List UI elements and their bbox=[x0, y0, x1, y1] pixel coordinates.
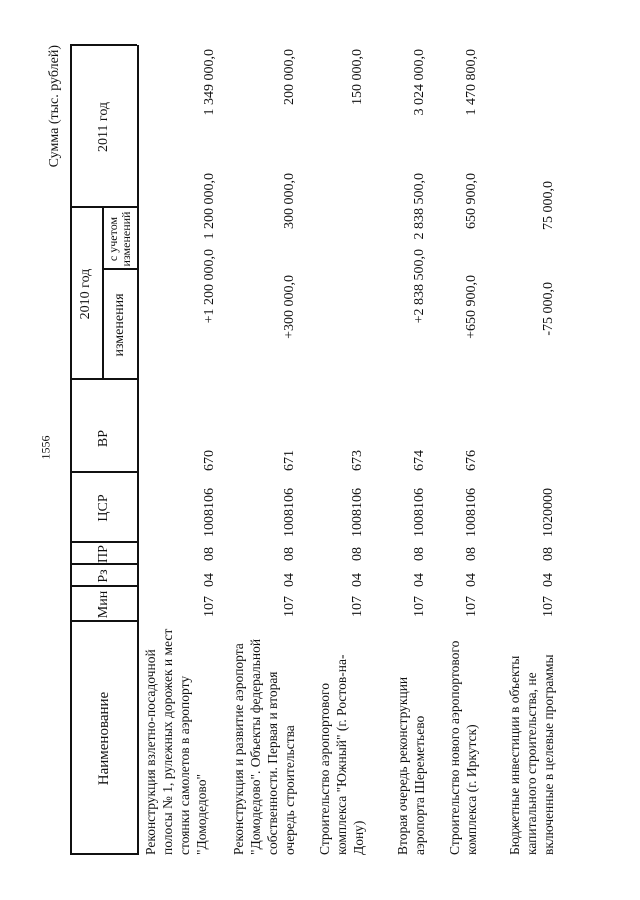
row-csr: 1020000 bbox=[541, 488, 556, 537]
row-2011: 150 000,0 bbox=[350, 49, 365, 105]
row-2011: 1 349 000,0 bbox=[202, 49, 217, 116]
units-caption: Сумма (тыс. рублей) bbox=[47, 45, 62, 168]
row-name: Строительство нового аэропортового комплекса (г. Иркутск) bbox=[447, 640, 479, 855]
row-min: 107 bbox=[282, 596, 297, 617]
row-with-changes: 75 000,0 bbox=[541, 181, 556, 230]
row-vr: 674 bbox=[412, 450, 427, 471]
row-csr: 1008106 bbox=[412, 488, 427, 537]
header-vr: ВР bbox=[95, 430, 111, 448]
row-with-changes: 1 200 000,0 bbox=[202, 173, 217, 240]
row-rz: 04 bbox=[541, 573, 556, 587]
header-with-changes: с учетом изменений bbox=[105, 211, 133, 267]
row-min: 107 bbox=[412, 596, 427, 617]
row-vr: 670 bbox=[202, 450, 217, 471]
header-csr: ЦСР bbox=[95, 494, 111, 522]
row-rz: 04 bbox=[412, 573, 427, 587]
row-name: Вторая очередь реконструкции аэропорта Шереметьево bbox=[395, 676, 427, 855]
row-changes: +1 200 000,0 bbox=[202, 249, 217, 324]
row-with-changes: 2 838 500,0 bbox=[412, 173, 427, 240]
header-min: Мин bbox=[95, 590, 111, 619]
header-bottom-line bbox=[137, 45, 139, 855]
row-changes: +650 900,0 bbox=[464, 275, 479, 339]
row-pr: 08 bbox=[464, 547, 479, 561]
row-2011: 1 470 800,0 bbox=[464, 49, 479, 116]
rotated-table bbox=[47, 45, 590, 855]
row-name: Реконструкция взлетно-посадочной полосы № 1, рулежных дорожек и мест стоянки самолетов в аэропорту "Домодедово" bbox=[143, 628, 209, 855]
row-csr: 1008106 bbox=[464, 488, 479, 537]
row-pr: 08 bbox=[541, 547, 556, 561]
row-name: Реконструкция и развитие аэропорта "Домодедово". Объекты федеральной собственности. Первая и вторая очередь строительства bbox=[231, 638, 297, 855]
header-2010: 2010 год bbox=[78, 268, 93, 320]
row-rz: 04 bbox=[202, 573, 217, 587]
row-vr: 671 bbox=[282, 450, 297, 471]
header-name: Наименование bbox=[95, 691, 112, 786]
row-changes: -75 000,0 bbox=[541, 282, 556, 336]
row-with-changes: 300 000,0 bbox=[282, 173, 297, 229]
row-csr: 1008106 bbox=[350, 488, 365, 537]
row-csr: 1008106 bbox=[282, 488, 297, 537]
row-min: 107 bbox=[350, 596, 365, 617]
row-min: 107 bbox=[202, 596, 217, 617]
row-csr: 1008106 bbox=[202, 488, 217, 537]
row-name: Строительство аэропортового комплекса "Южный" (г. Ростов-на-Дону) bbox=[317, 654, 366, 855]
row-name: Бюджетные инвестиции в объекты капитального строительства, не включенные в целевые программы bbox=[507, 654, 556, 855]
row-pr: 08 bbox=[412, 547, 427, 561]
row-changes: +300 000,0 bbox=[282, 275, 297, 339]
row-vr: 676 bbox=[464, 450, 479, 471]
header-2011: 2011 год bbox=[95, 101, 111, 153]
row-pr: 08 bbox=[282, 547, 297, 561]
header-changes: изменения bbox=[111, 293, 127, 357]
row-min: 107 bbox=[464, 596, 479, 617]
row-with-changes: 650 900,0 bbox=[464, 173, 479, 229]
row-2011: 3 024 000,0 bbox=[412, 49, 427, 116]
row-rz: 04 bbox=[350, 573, 365, 587]
row-min: 107 bbox=[541, 596, 556, 617]
header-rz: Рз bbox=[95, 569, 111, 583]
page-number: 1556 bbox=[38, 435, 53, 460]
row-rz: 04 bbox=[282, 573, 297, 587]
row-vr: 673 bbox=[350, 450, 365, 471]
row-2011: 200 000,0 bbox=[282, 49, 297, 105]
row-pr: 08 bbox=[202, 547, 217, 561]
row-changes: +2 838 500,0 bbox=[412, 249, 427, 324]
header-pr: ПР bbox=[95, 545, 111, 563]
row-pr: 08 bbox=[350, 547, 365, 561]
row-rz: 04 bbox=[464, 573, 479, 587]
